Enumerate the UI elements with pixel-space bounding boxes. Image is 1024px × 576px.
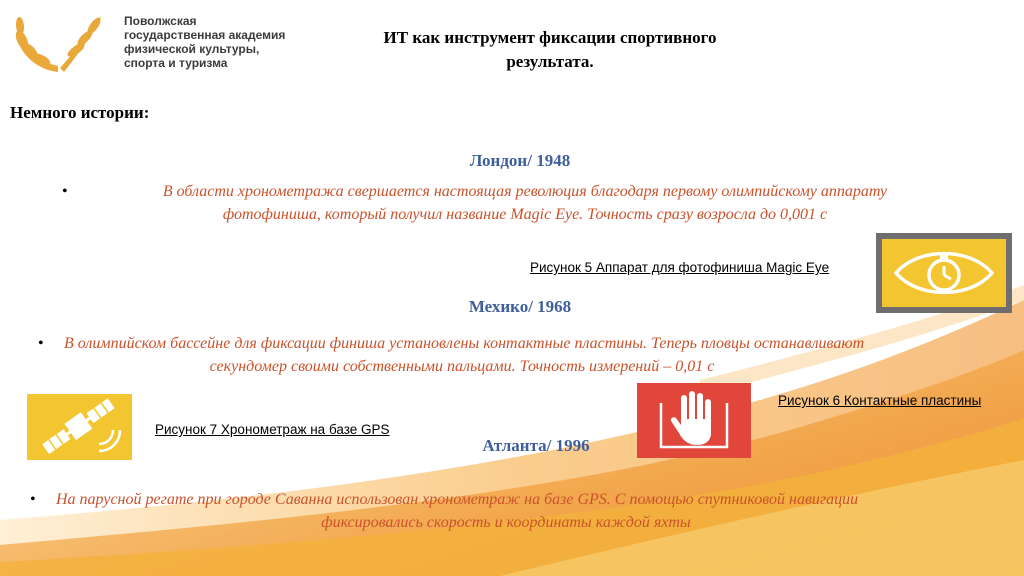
academy-name-line: физической культуры,	[124, 42, 260, 56]
satellite-icon	[27, 394, 132, 460]
event-heading-mexico: Мехико/ 1968	[468, 297, 572, 316]
eye-stopwatch-icon	[882, 239, 1006, 307]
academy-name-line: спорта и туризма	[124, 56, 228, 70]
academy-name	[124, 14, 294, 70]
bullet-line: На парусной регате при городе Саванна использован хронометраж на базе GPS. С помощью спутниковой навигации	[56, 491, 859, 508]
magic-eye-image	[876, 233, 1012, 313]
figure-caption-contact-plates: Рисунок 6 Контактные пластины	[778, 393, 982, 408]
bullet-line: В области хронометража свершается настоящая революция благодаря первому олимпийскому аппарату	[162, 183, 888, 200]
academy-laurel-logo	[10, 6, 106, 78]
bullet-line: фиксировались скорость и координаты каждой яхты	[321, 514, 691, 531]
event-heading-london: Лондон/ 1948	[469, 151, 571, 170]
event-bullet-atlanta	[28, 488, 1024, 534]
academy-name-line: государственная академия	[124, 28, 286, 42]
section-title: Немного истории:	[10, 103, 150, 122]
event-bullet-london	[60, 180, 990, 226]
event-heading-atlanta: Атланта/ 1996	[482, 436, 590, 455]
bullet-line: секундомер своими собственными пальцами. Точность измерений – 0,01 с	[209, 358, 715, 375]
academy-name-line: Поволжская	[124, 14, 197, 28]
bullet-line: В олимпийском бассейне для фиксации финиша установлены контактные пластины. Теперь пловцы останавливают	[64, 335, 865, 352]
bullet-dot: •	[30, 491, 36, 508]
bullet-line: фотофиниша, который получил название Magic Eye. Точность сразу возросла до 0,001 с	[222, 206, 828, 223]
slide-title-line: ИТ как инструмент фиксации спортивного	[383, 28, 717, 47]
event-bullet-mexico	[36, 332, 1024, 378]
figure-caption-gps: Рисунок 7 Хронометраж на базе GPS	[155, 422, 390, 437]
figure-caption-magic-eye: Рисунок 5 Аппарат для фотофиниша Magic Eye	[530, 260, 830, 275]
gps-timing-image	[27, 394, 132, 460]
slide-title-line: результата.	[506, 52, 594, 71]
hand-touchpad-icon	[637, 383, 751, 458]
bullet-dot: •	[38, 335, 44, 352]
slide-title	[330, 26, 770, 74]
contact-plate-image	[637, 383, 751, 458]
bullet-dot: •	[62, 183, 68, 200]
